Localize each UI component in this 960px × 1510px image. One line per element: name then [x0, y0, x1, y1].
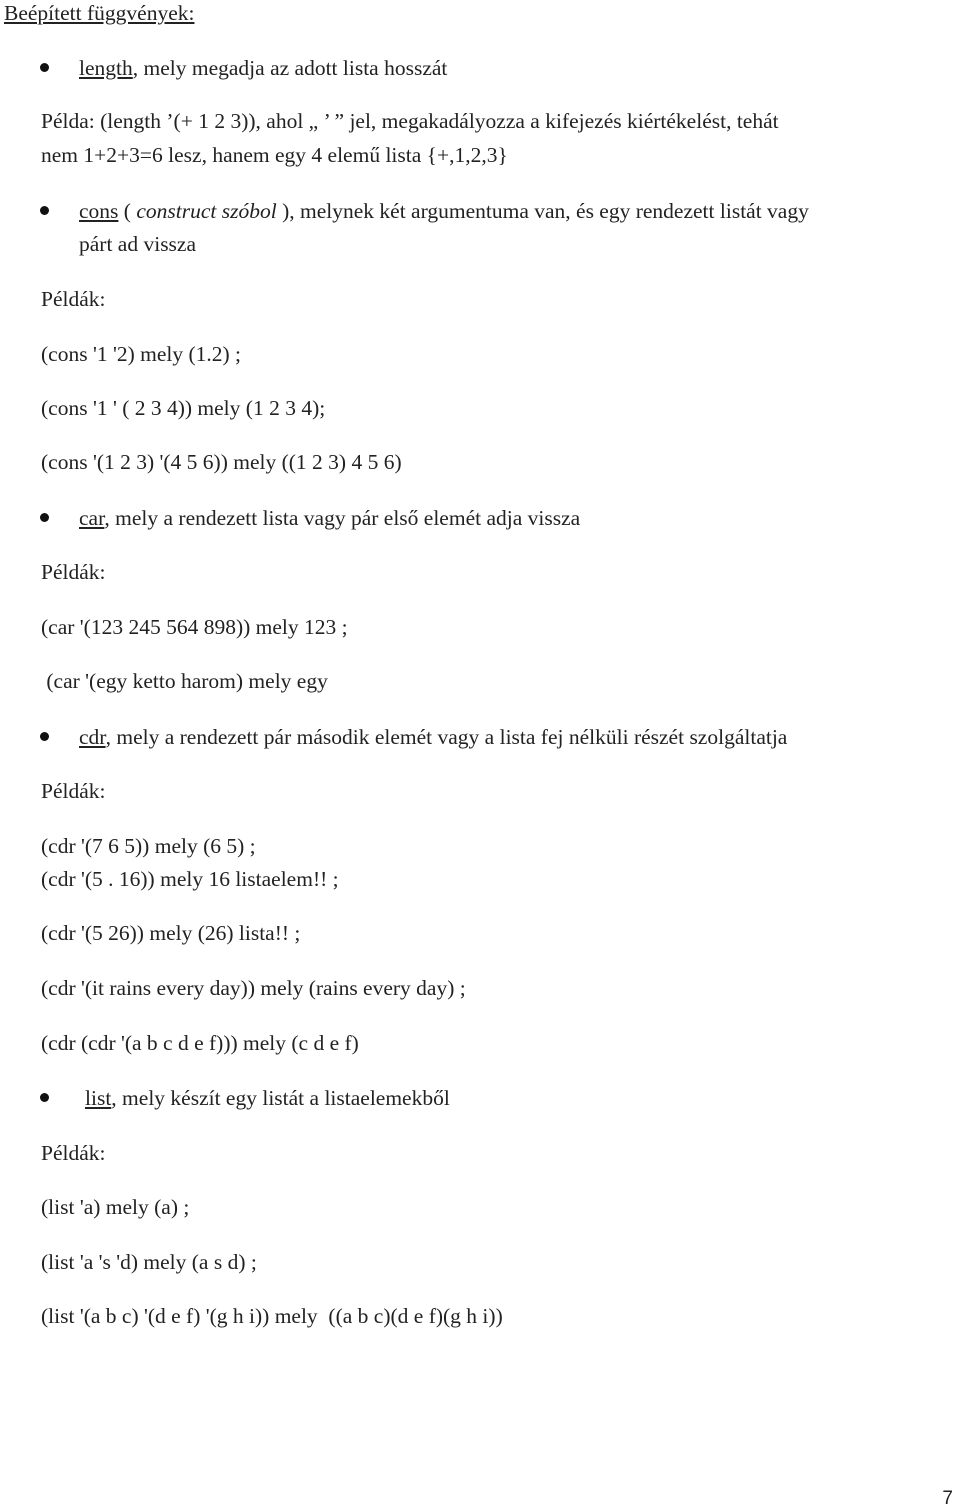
function-name-car: car: [79, 506, 105, 530]
example-line: (cons '(1 2 3) '(4 5 6)) mely ((1 2 3) 4 5 6): [41, 450, 402, 474]
example-line: (cons '1 '2) mely (1.2) ;: [41, 342, 242, 366]
example-line: (cdr '(5 26)) mely (26) lista!! ;: [41, 921, 301, 945]
bullet-text-continued: párt ad vissza: [79, 232, 197, 256]
function-desc: , mely a rendezett lista vagy pár első elemét adja vissza: [104, 506, 581, 530]
example-line: (car '(123 245 564 898)) mely 123 ;: [41, 615, 348, 639]
function-desc: , mely készít egy listát a listaelemekből: [111, 1086, 450, 1110]
bullet-text: [79, 52, 959, 85]
section-heading: Beépített függvények:: [4, 1, 195, 25]
example-line: (cdr '(5 . 16)) mely 16 listaelem!! ;: [41, 867, 339, 891]
bullet-icon: [40, 1093, 49, 1102]
function-name-cons: cons: [79, 199, 119, 223]
examples-label: Példák:: [41, 560, 106, 584]
bullet-icon: [40, 732, 49, 741]
bullet-text: [79, 502, 959, 535]
bullet-text: [85, 1082, 960, 1115]
bullet-icon: [40, 63, 49, 72]
example-line: (cdr '(it rains every day)) mely (rains every day) ;: [41, 976, 466, 1000]
example-line: nem 1+2+3=6 lesz, hanem egy 4 elemű lista {+,1,2,3}: [41, 143, 508, 167]
function-name-length: length: [79, 56, 133, 80]
examples-label: Példák:: [41, 287, 106, 311]
function-desc: ), melynek két argumentuma van, és egy rendezett listát vagy: [276, 199, 809, 223]
function-name-list: list: [85, 1086, 112, 1110]
bullet-text: [79, 721, 959, 754]
bullet-icon: [40, 513, 49, 522]
example-line: (list '(a b c) '(d e f) '(g h i)) mely ((a b c)(d e f)(g h i)): [41, 1304, 503, 1328]
function-desc: , mely megadja az adott lista hosszát: [132, 56, 448, 80]
example-line: Példa: (length ’(+ 1 2 3)), ahol „ ’ ” jel, megakadályozza a kifejezés kiértékelést, tehát: [41, 109, 779, 133]
bullet-icon: [40, 206, 49, 215]
function-name-cdr: cdr: [79, 725, 106, 749]
examples-label: Példák:: [41, 779, 106, 803]
examples-label: Példák:: [41, 1141, 106, 1165]
example-line: (list 'a 's 'd) mely (a s d) ;: [41, 1250, 257, 1274]
page-number: 7: [942, 1488, 953, 1509]
function-desc: (: [118, 199, 137, 223]
example-line: (car '(egy ketto harom) mely egy: [41, 669, 328, 693]
example-line: (cdr (cdr '(a b c d e f))) mely (c d e f): [41, 1031, 359, 1055]
example-line: (list 'a) mely (a) ;: [41, 1195, 190, 1219]
example-line: (cdr '(7 6 5)) mely (6 5) ;: [41, 834, 256, 858]
example-line: (cons '1 ' ( 2 3 4)) mely (1 2 3 4);: [41, 396, 326, 420]
bullet-text: [79, 195, 959, 228]
function-desc: , mely a rendezett pár második elemét vagy a lista fej nélküli részét szolgáltatja: [105, 725, 788, 749]
function-desc-italic: construct szóbol: [136, 199, 277, 223]
